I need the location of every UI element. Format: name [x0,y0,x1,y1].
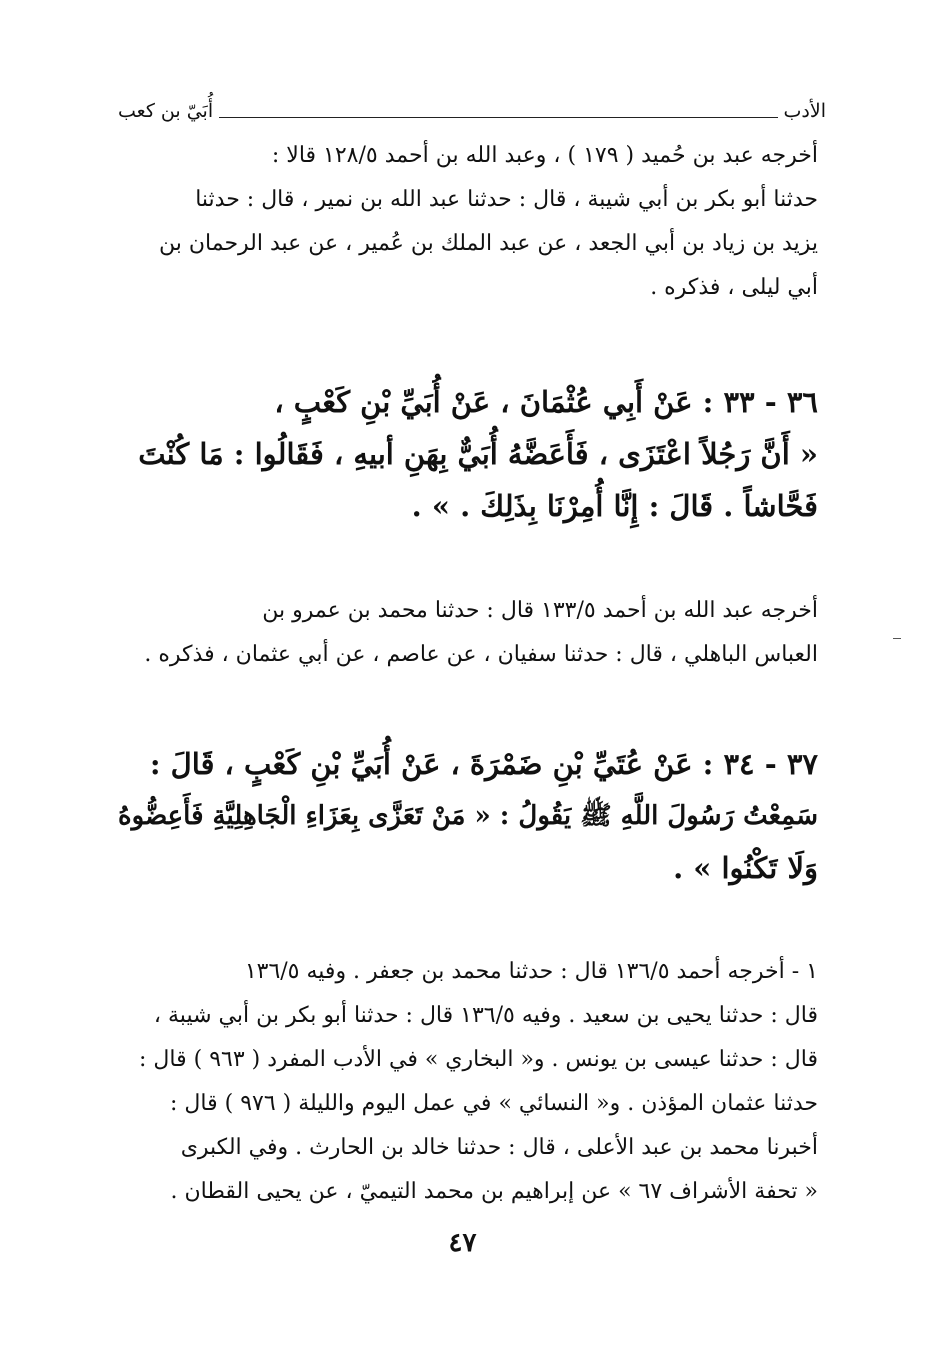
note-line: قال : حدثنا عيسى بن يونس . و« البخاري » في الأدب المفرد ( ٩٦٣ ) قال : [139,1047,818,1072]
running-header [118,88,826,122]
hadith-line: سَمِعْتُ رَسُولَ اللَّهِ ﷺ يَقُولُ : « مَنْ تَعَزَّى بِعَزَاءِ الْجَاهِلِيَّةِ فَأَعِضُّوهُ [118,801,818,831]
page-number: ٤٧ [448,1228,477,1258]
hadith-36 [112,376,818,532]
note-block-1 [112,134,818,310]
header-rule [219,117,777,118]
note-line: حدثنا أبو بكر بن أبي شيبة ، قال : حدثنا عبد الله بن نمير ، قال : حدثنا [195,187,818,212]
hadith-line: ٣٧ - ٣٤ : عَنْ عُتَيِّ بْنِ ضَمْرَةَ ، عَنْ أُبَيِّ بْنِ كَعْبٍ ، قَالَ : [149,747,818,781]
header-subject: أُبَيّ بن كعب [118,100,214,122]
note-line: أخرجه عبد الله بن أحمد ١٣٣/٥ قال : حدثنا محمد بن عمرو بن [262,598,818,623]
note-block-3 [112,950,818,1214]
hadith-line: « أَنَّ رَجُلاً اعْتَزَى ، فَأَعَضَّهُ أُبَيٌّ بِهَنِ أبيهِ ، فَقَالُوا : مَا كُنْتَ [138,437,818,471]
note-line: « تحفة الأشراف ٦٧ » عن إبراهيم بن محمد التيميّ ، عن يحيى القطان . [170,1179,818,1204]
note-line: قال : حدثنا يحيى بن سعيد . وفيه ١٣٦/٥ قال : حدثنا أبو بكر بن أبي شيبة ، [153,1003,818,1028]
hadith-37 [112,738,818,894]
note-line: أخرجه عبد بن حُميد ( ١٧٩ ) ، وعبد الله بن أحمد ١٢٨/٥ قالا : [271,143,818,168]
note-line: ١ - أخرجه أحمد ١٣٦/٥ قال : حدثنا محمد بن جعفر . وفيه ١٣٦/٥ [244,959,818,984]
note-line: أبي ليلى ، فذكره . [650,275,818,300]
note-line: أخبرنا محمد بن عبد الأعلى ، قال : حدثنا خالد بن الحارث . وفي الكبرى [180,1135,818,1160]
margin-mark [893,638,901,639]
hadith-line: فَحَّاشاً . قَالَ : إِنَّا أُمِرْنَا بِذَلِكَ . » . [411,489,818,523]
note-line: العباس الباهلي ، قال : حدثنا سفيان ، عن عاصم ، عن أبي عثمان ، فذكره . [144,642,818,667]
hadith-line: ٣٦ - ٣٣ : عَنْ أَبِي عُثْمَانَ ، عَنْ أُبَيِّ بْنِ كَعْبٍ ، [274,385,818,419]
hadith-line: وَلَا تَكْنُوا » . [673,851,818,885]
note-line: يزيد بن زياد بن أبي الجعد ، عن عبد الملك بن عُمير ، عن عبد الرحمان بن [159,231,818,256]
note-block-2 [112,589,818,677]
header-chapter: الأدب [783,100,826,122]
note-line: حدثنا عثمان المؤذن . و« النسائي » في عمل اليوم والليلة ( ٩٧٦ ) قال : [170,1091,818,1116]
